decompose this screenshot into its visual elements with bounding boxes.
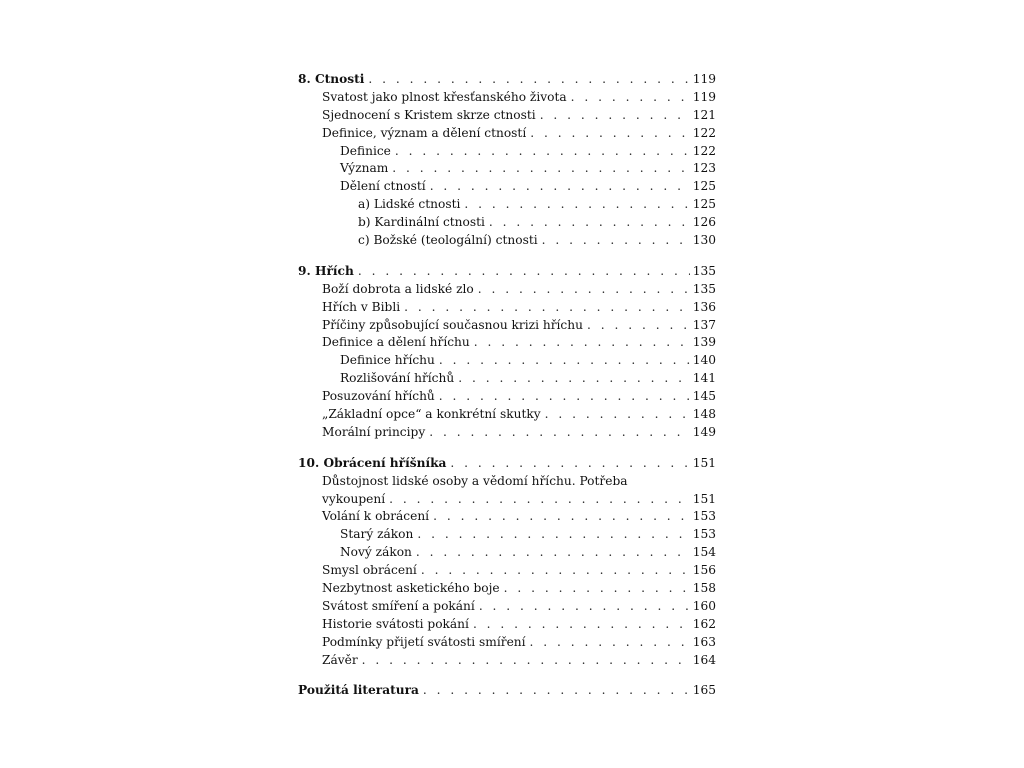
toc-page-number: 163 xyxy=(692,634,716,649)
dot-leader xyxy=(530,125,690,143)
toc-entry xyxy=(298,107,716,125)
dot-leader xyxy=(473,616,690,634)
toc-entry xyxy=(298,388,716,406)
toc-subsubentry xyxy=(298,196,716,214)
toc-subentry xyxy=(298,526,716,544)
toc-subentry xyxy=(298,370,716,388)
toc-page-number: 165 xyxy=(692,683,716,698)
toc-page-number: 125 xyxy=(692,197,716,212)
toc-page-number: 158 xyxy=(692,581,716,596)
toc-entry-title: Starý zákon xyxy=(340,527,414,542)
toc-page-number: 135 xyxy=(692,263,716,278)
toc-page-number: 164 xyxy=(692,652,716,667)
toc-entry-title: Definice, význam a dělení ctností xyxy=(322,125,527,140)
toc-entry xyxy=(298,299,716,317)
toc-entry xyxy=(298,508,716,526)
toc-entry-title: Použitá literatura xyxy=(298,683,419,698)
toc-entry-title: Důstojnost lidské osoby a vědomí hříchu. Potřeba xyxy=(322,473,628,488)
toc-subentry xyxy=(298,544,716,562)
toc-subentry xyxy=(298,178,716,196)
dot-leader xyxy=(540,107,690,125)
toc-entry-title: Volání k obrácení xyxy=(322,509,430,524)
toc-page-number: 119 xyxy=(692,71,716,86)
toc-entry-title: Rozlišování hříchů xyxy=(340,371,455,386)
dot-leader xyxy=(464,196,690,214)
toc-page-number: 140 xyxy=(692,353,716,368)
toc-page-number: 154 xyxy=(692,545,716,560)
toc-entry-title: Nový zákon xyxy=(340,545,412,560)
toc-chapter-heading xyxy=(298,263,716,281)
dot-leader xyxy=(362,652,690,670)
toc-entry xyxy=(298,562,716,580)
toc-entry-title: Historie svátosti pokání xyxy=(322,616,469,631)
dot-leader xyxy=(430,178,690,196)
toc-entry-title: b) Kardinální ctnosti xyxy=(358,215,485,230)
toc-page-number: 160 xyxy=(692,598,716,613)
toc-page-number: 123 xyxy=(692,161,716,176)
toc-page-number: 153 xyxy=(692,527,716,542)
dot-leader xyxy=(474,334,690,352)
toc-page-number: 119 xyxy=(692,89,716,104)
dot-leader xyxy=(429,424,690,442)
toc-entry-title: Příčiny způsobující současnou krizi hříchu xyxy=(322,317,583,332)
toc-page-number: 148 xyxy=(692,407,716,422)
dot-leader xyxy=(478,281,690,299)
toc-chapter-9 xyxy=(298,263,716,442)
dot-leader xyxy=(423,682,690,700)
toc-entry-title: Definice a dělení hříchu xyxy=(322,335,470,350)
table-of-contents xyxy=(298,71,716,713)
toc-page-number: 153 xyxy=(692,509,716,524)
toc-entry-title: Morální principy xyxy=(322,424,426,439)
toc-entry-title: Závěr xyxy=(322,652,358,667)
toc-subentry xyxy=(298,160,716,178)
dot-leader xyxy=(530,634,690,652)
toc-page-number: 149 xyxy=(692,424,716,439)
toc-entry xyxy=(298,491,716,509)
toc-subentry xyxy=(298,143,716,161)
toc-entry xyxy=(298,281,716,299)
toc-entry xyxy=(298,652,716,670)
toc-entry-title: Sjednocení s Kristem skrze ctnosti xyxy=(322,107,536,122)
toc-page-number: 139 xyxy=(692,335,716,350)
toc-entry-title: Hřích v Bibli xyxy=(322,299,401,314)
toc-page-number: 122 xyxy=(692,143,716,158)
toc-entry xyxy=(298,317,716,335)
toc-entry-title: Svatost jako plnost křesťanského života xyxy=(322,89,567,104)
toc-page-number: 156 xyxy=(692,563,716,578)
toc-entry-title: „Základní opce“ a konkrétní skutky xyxy=(322,407,541,422)
toc-page-number: 136 xyxy=(692,299,716,314)
toc-page-number: 130 xyxy=(692,233,716,247)
toc-page-number: 151 xyxy=(692,491,716,506)
toc-page-number: 135 xyxy=(692,281,716,296)
dot-leader xyxy=(395,143,690,161)
dot-leader xyxy=(421,562,690,580)
dot-leader xyxy=(542,232,690,250)
toc-entry-title: Smysl obrácení xyxy=(322,563,417,578)
toc-entry-title: Nezbytnost asketického boje xyxy=(322,581,500,596)
toc-chapter-10 xyxy=(298,455,716,670)
toc-entry-title: vykoupení xyxy=(322,491,386,506)
toc-subentry xyxy=(298,352,716,370)
toc-entry xyxy=(298,89,716,107)
toc-entry-title: Svátost smíření a pokání xyxy=(322,598,475,613)
dot-leader xyxy=(439,388,690,406)
dot-leader xyxy=(433,508,690,526)
toc-entry-title: Podmínky přijetí svátosti smíření xyxy=(322,634,526,649)
toc-subsubentry xyxy=(298,232,716,250)
toc-entry xyxy=(298,334,716,352)
toc-chapter-heading xyxy=(298,683,716,701)
toc-page-number: 126 xyxy=(692,215,716,230)
dot-leader xyxy=(458,370,690,388)
toc-entry-title: Definice hříchu xyxy=(340,353,435,368)
toc-subsubentry xyxy=(298,214,716,232)
toc-page-number: 122 xyxy=(692,125,716,140)
toc-page-number: 137 xyxy=(692,317,716,332)
dot-leader xyxy=(439,352,690,370)
toc-entry-title: Význam xyxy=(340,161,389,176)
toc-entry-wrapped-first-line xyxy=(298,473,716,491)
toc-entry xyxy=(298,580,716,598)
dot-leader xyxy=(504,580,690,598)
toc-entry-title: Definice xyxy=(340,143,391,158)
toc-entry-title: Boží dobrota a lidské zlo xyxy=(322,281,474,296)
dot-leader xyxy=(358,263,690,281)
toc-entry-title: c) Božské (teologální) ctnosti xyxy=(358,233,538,247)
toc-chapter-heading xyxy=(298,455,716,473)
toc-entry xyxy=(298,634,716,652)
dot-leader xyxy=(571,89,690,107)
toc-entry xyxy=(298,406,716,424)
toc-page-number: 141 xyxy=(692,371,716,386)
dot-leader xyxy=(417,526,690,544)
dot-leader xyxy=(404,299,690,317)
toc-entry xyxy=(298,616,716,634)
toc-entry xyxy=(298,424,716,442)
toc-chapter-8 xyxy=(298,71,716,250)
toc-entry-title: 8. Ctnosti xyxy=(298,71,365,86)
dot-leader xyxy=(389,491,690,509)
toc-page-number: 162 xyxy=(692,616,716,631)
toc-page-number: 125 xyxy=(692,179,716,194)
toc-page-number: 145 xyxy=(692,389,716,404)
dot-leader xyxy=(416,544,690,562)
dot-leader xyxy=(450,455,690,473)
dot-leader xyxy=(587,317,690,335)
dot-leader xyxy=(545,406,690,424)
toc-entry-title: a) Lidské ctnosti xyxy=(358,197,461,212)
dot-leader xyxy=(489,214,690,232)
toc-entry-title: Posuzování hříchů xyxy=(322,389,435,404)
dot-leader xyxy=(479,598,690,616)
toc-entry xyxy=(298,598,716,616)
toc-entry-title: Dělení ctností xyxy=(340,179,426,194)
toc-entry-title: 10. Obrácení hříšníka xyxy=(298,455,447,470)
toc-entry xyxy=(298,125,716,143)
toc-page-number: 151 xyxy=(692,455,716,470)
toc-chapter-heading xyxy=(298,71,716,89)
toc-page-number: 121 xyxy=(692,107,716,122)
dot-leader xyxy=(368,71,690,89)
toc-entry-title: 9. Hřích xyxy=(298,263,354,278)
toc-bibliography xyxy=(298,683,716,701)
dot-leader xyxy=(392,160,690,178)
